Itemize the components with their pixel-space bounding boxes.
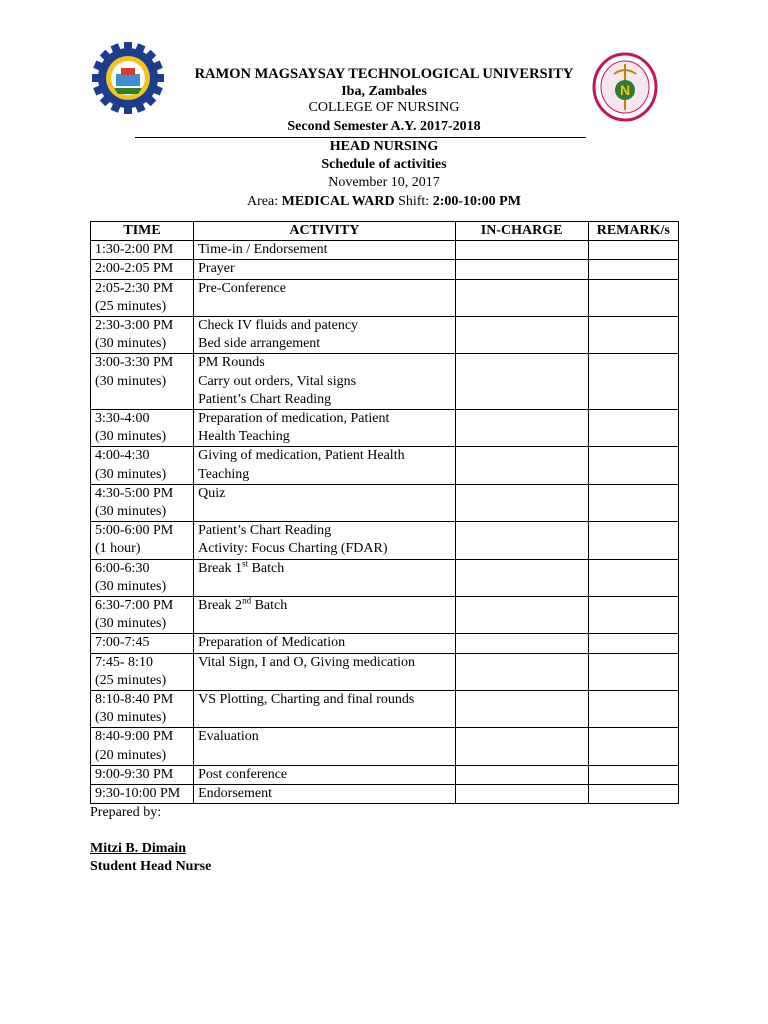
activity-cell — [194, 279, 456, 316]
in-charge-cell — [455, 785, 588, 804]
time-text: 8:10-8:40 PM — [95, 692, 174, 708]
in-charge-cell — [455, 241, 588, 260]
table-row — [91, 260, 679, 279]
time-cell — [91, 484, 194, 521]
in-charge-cell — [455, 634, 588, 653]
activity-text-superscript: st — [242, 558, 249, 568]
remarks-cell — [588, 728, 678, 765]
time-text: 3:30-4:00 — [95, 411, 150, 427]
remarks-cell — [588, 354, 678, 410]
time-cell — [91, 260, 194, 279]
time-text: 1:30-2:00 PM — [95, 242, 174, 258]
table-row — [91, 691, 679, 728]
table-row — [91, 317, 679, 354]
time-text: 4:00-4:30 — [95, 448, 150, 464]
table-row — [91, 447, 679, 484]
activity-text: Prayer — [198, 261, 235, 277]
activity-cell — [194, 691, 456, 728]
table-row — [91, 634, 679, 653]
remarks-cell — [588, 765, 678, 784]
activity-text-rest: Batch — [251, 598, 288, 614]
activity-text: Bed side arrangement — [198, 336, 321, 352]
time-text: (30 minutes) — [95, 710, 167, 726]
area-label: Area: — [247, 194, 282, 209]
time-text: 9:00-9:30 PM — [95, 766, 174, 782]
activity-text: Vital Sign, I and O, Giving medication — [198, 654, 416, 670]
column-header-time: TIME — [91, 222, 194, 241]
time-text: (30 minutes) — [95, 504, 167, 520]
time-cell — [91, 728, 194, 765]
activity-cell — [194, 447, 456, 484]
remarks-cell — [588, 691, 678, 728]
column-header-remarks: REMARK/s — [588, 222, 678, 241]
in-charge-cell — [455, 728, 588, 765]
in-charge-cell — [455, 354, 588, 410]
activity-text: Endorsement — [198, 786, 272, 802]
activity-text: Health Teaching — [198, 429, 290, 445]
activity-cell — [194, 559, 456, 596]
table-row — [91, 279, 679, 316]
activity-text — [198, 560, 451, 578]
table-row — [91, 410, 679, 447]
activity-text: Carry out orders, Vital signs — [198, 373, 357, 389]
time-text: (30 minutes) — [95, 466, 167, 482]
remarks-cell — [588, 260, 678, 279]
in-charge-cell — [455, 559, 588, 596]
activity-text: Post conference — [198, 766, 288, 782]
time-text: (30 minutes) — [95, 373, 167, 389]
time-cell — [91, 785, 194, 804]
activity-cell — [194, 785, 456, 804]
activity-text: Preparation of Medication — [198, 635, 346, 651]
activity-text: Activity: Focus Charting (FDAR) — [198, 541, 388, 557]
time-cell — [91, 241, 194, 260]
remarks-cell — [588, 653, 678, 690]
table-row — [91, 354, 679, 410]
activity-text: Quiz — [198, 485, 226, 501]
time-cell — [91, 691, 194, 728]
time-cell — [91, 522, 194, 559]
in-charge-cell — [455, 410, 588, 447]
activity-cell — [194, 317, 456, 354]
time-text: 8:40-9:00 PM — [95, 729, 174, 745]
activity-text: Pre-Conference — [198, 280, 286, 296]
time-cell — [91, 317, 194, 354]
preparer-name: Mitzi B. Dimain — [90, 841, 187, 856]
remarks-cell — [588, 410, 678, 447]
time-text: 9:30-10:00 PM — [95, 786, 181, 802]
activity-cell — [194, 484, 456, 521]
in-charge-cell — [455, 522, 588, 559]
time-text: (30 minutes) — [95, 429, 167, 445]
in-charge-cell — [455, 447, 588, 484]
in-charge-cell — [455, 260, 588, 279]
time-text: 6:30-7:00 PM — [95, 598, 174, 614]
in-charge-cell — [455, 691, 588, 728]
remarks-cell — [588, 241, 678, 260]
area-shift-line — [0, 193, 768, 211]
time-cell — [91, 410, 194, 447]
activity-text: Evaluation — [198, 729, 259, 745]
university-location: Iba, Zambales — [341, 84, 427, 99]
activity-text — [198, 597, 451, 615]
time-cell — [91, 653, 194, 690]
time-text: 7:45- 8:10 — [95, 654, 153, 670]
role-title: HEAD NURSING — [329, 139, 439, 154]
activity-text-base: Break 1 — [198, 560, 243, 576]
activity-cell — [194, 260, 456, 279]
activity-cell — [194, 653, 456, 690]
time-text: (1 hour) — [95, 541, 141, 557]
document-title: Schedule of activities — [321, 157, 447, 172]
activity-text-base: Break 2 — [198, 598, 243, 614]
in-charge-cell — [455, 765, 588, 784]
remarks-cell — [588, 634, 678, 653]
time-text: (20 minutes) — [95, 747, 167, 763]
time-text: 2:05-2:30 PM — [95, 280, 174, 296]
remarks-cell — [588, 597, 678, 634]
activity-text: Time-in / Endorsement — [198, 242, 328, 258]
table-row — [91, 597, 679, 634]
university-name: RAMON MAGSAYSAY TECHNOLOGICAL UNIVERSITY — [194, 66, 574, 82]
in-charge-cell — [455, 597, 588, 634]
table-header-row — [91, 222, 679, 241]
time-cell — [91, 279, 194, 316]
remarks-cell — [588, 785, 678, 804]
table-row — [91, 653, 679, 690]
column-header-activity: ACTIVITY — [194, 222, 456, 241]
in-charge-cell — [455, 653, 588, 690]
table-row — [91, 765, 679, 784]
shift-label: Shift: — [394, 194, 433, 209]
time-text: 4:30-5:00 PM — [95, 485, 174, 501]
activity-cell — [194, 728, 456, 765]
time-text: 2:00-2:05 PM — [95, 261, 174, 277]
time-text: (30 minutes) — [95, 616, 167, 632]
time-cell — [91, 765, 194, 784]
remarks-cell — [588, 559, 678, 596]
time-text: (25 minutes) — [95, 672, 167, 688]
remarks-cell — [588, 484, 678, 521]
prepared-by-label: Prepared by: — [90, 805, 162, 820]
activity-cell — [194, 354, 456, 410]
activity-text: Check IV fluids and patency — [198, 318, 359, 334]
table-row — [91, 559, 679, 596]
time-cell — [91, 447, 194, 484]
time-text: 2:30-3:00 PM — [95, 318, 174, 334]
table-row — [91, 522, 679, 559]
activity-cell — [194, 522, 456, 559]
activity-text: Preparation of medication, Patient — [198, 411, 390, 427]
activity-cell — [194, 765, 456, 784]
time-text: 3:00-3:30 PM — [95, 355, 174, 371]
schedule-date: November 10, 2017 — [328, 175, 440, 190]
time-cell — [91, 354, 194, 410]
activity-text: Giving of medication, Patient Health — [198, 448, 405, 464]
time-text: (30 minutes) — [95, 336, 167, 352]
time-text: (25 minutes) — [95, 298, 167, 314]
activity-text: PM Rounds — [198, 355, 265, 371]
area-value: MEDICAL WARD — [281, 194, 395, 209]
preparer-title: Student Head Nurse — [90, 859, 212, 874]
time-text: (30 minutes) — [95, 578, 167, 594]
activity-text: Patient’s Chart Reading — [198, 523, 332, 539]
college-name: COLLEGE OF NURSING — [308, 100, 460, 115]
remarks-cell — [588, 447, 678, 484]
in-charge-cell — [455, 317, 588, 354]
table-row — [91, 785, 679, 804]
time-cell — [91, 559, 194, 596]
time-text: 6:00-6:30 — [95, 560, 150, 576]
remarks-cell — [588, 317, 678, 354]
shift-value: 2:00-10:00 PM — [432, 194, 521, 209]
activity-cell — [194, 241, 456, 260]
activity-text: Teaching — [198, 466, 250, 482]
in-charge-cell — [455, 484, 588, 521]
activity-cell — [194, 634, 456, 653]
remarks-cell — [588, 522, 678, 559]
in-charge-cell — [455, 279, 588, 316]
activity-cell — [194, 410, 456, 447]
table-row — [91, 484, 679, 521]
activity-cell — [194, 597, 456, 634]
activity-text-superscript: nd — [242, 595, 252, 606]
time-text: 7:00-7:45 — [95, 635, 150, 651]
schedule-table — [90, 221, 679, 804]
activity-text-rest: Batch — [248, 560, 285, 576]
activity-text: Patient’s Chart Reading — [198, 391, 332, 407]
remarks-cell — [588, 279, 678, 316]
time-text: 5:00-6:00 PM — [95, 523, 174, 539]
column-header-in-charge: IN-CHARGE — [455, 222, 588, 241]
svg-text:N: N — [619, 82, 631, 98]
time-cell — [91, 597, 194, 634]
semester-label: Second Semester A.Y. 2017-2018 — [287, 119, 481, 134]
table-row — [91, 241, 679, 260]
table-row — [91, 728, 679, 765]
activity-text: VS Plotting, Charting and final rounds — [198, 692, 415, 708]
time-cell — [91, 634, 194, 653]
